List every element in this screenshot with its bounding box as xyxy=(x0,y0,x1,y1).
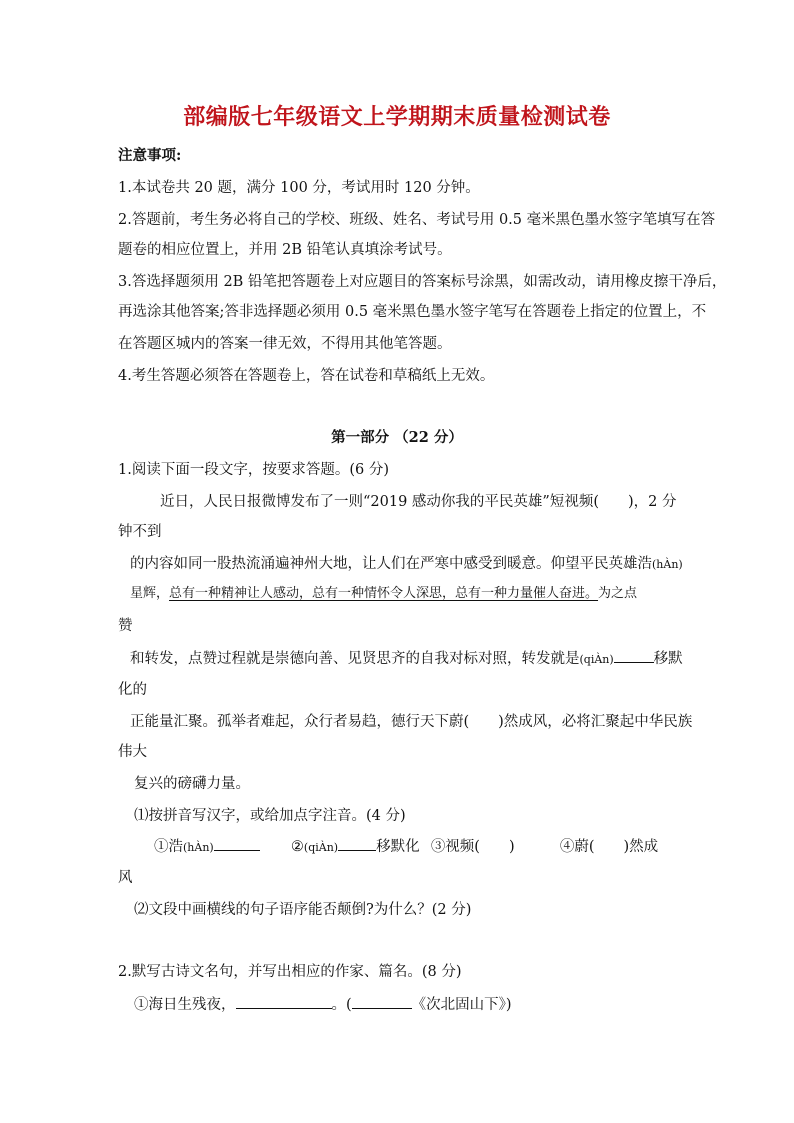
notice-item-2-cont: 题卷的相应位置上，并用 2B 铅笔认真填涂考试号。 xyxy=(118,242,452,258)
q2-item-text: ①海日生残夜， xyxy=(134,997,236,1013)
pinyin-han: (hÀn) xyxy=(652,558,683,571)
page-title: 部编版七年级语文上学期期末质量检测试卷 xyxy=(183,104,611,130)
q1-passage-line-1: 近日，人民日报微博发布了一则“2019 感动你我的平民英雄”短视频( )，2 分 xyxy=(160,494,677,510)
q1-passage-line-8: 正能量汇聚。孤举者难起，众行者易趋，德行天下蔚( )然成风，必将汇聚起中华民族 xyxy=(130,714,693,730)
q1-sub-2: ⑵文段中画横线的句子语序能否颠倒?为什么？(2 分) xyxy=(134,902,472,918)
q1-sub-1-items xyxy=(154,836,658,858)
answer-blank xyxy=(352,994,412,1009)
sub-item-c: ③视频( ) xyxy=(430,839,515,855)
q1-sub-1-tail: 风 xyxy=(118,870,133,886)
answer-blank xyxy=(614,648,654,663)
q1-passage-line-7: 化的 xyxy=(118,682,147,698)
q1-stem: 1.阅读下面一段文字，按要求答题。(6 分) xyxy=(118,462,389,478)
notice-item-3-cont2: 在答题区城内的答案一律无效，不得用其他笔答题。 xyxy=(118,336,452,352)
q1-passage-line-10: 复兴的磅礴力量。 xyxy=(134,776,250,792)
q1-passage-text: 移默 xyxy=(653,651,683,667)
q2-item-text: 。( xyxy=(331,997,352,1013)
q2-stem: 2.默写古诗文名句，并写出相应的作家、篇名。(8 分) xyxy=(118,964,462,980)
q1-passage-line-6 xyxy=(130,648,683,670)
q1-sub-1: ⑴按拼音写汉字，或给加点字注音。(4 分) xyxy=(134,808,406,824)
underlined-sentence: 总有一种精神让人感动，总有一种情怀令人深思，总有一种力量催人奋进。 xyxy=(169,586,599,601)
pinyin-han: (hÀn) xyxy=(183,841,214,854)
q1-passage-line-3 xyxy=(130,554,683,575)
notice-item-4: 4.考生答题必须答在答题卷上，答在试卷和草稿纸上无效。 xyxy=(118,368,495,384)
notice-item-3-cont: 再选涂其他答案;答非选择题必须用 0.5 毫米黑色墨水签字笔写在答题卷上指定的位置上，不 xyxy=(118,304,707,320)
pinyin-qian: (qiÀn) xyxy=(579,653,614,666)
sub-item-b: ② xyxy=(290,839,304,855)
answer-blank xyxy=(338,836,376,851)
part1-heading: 第一部分 （22 分） xyxy=(331,429,463,446)
sub-item-b-tail: 移默化 xyxy=(376,839,420,855)
answer-blank xyxy=(214,836,260,851)
q1-passage-text: 和转发，点赞过程就是崇德向善、见贤思齐的自我对标对照，转发就是 xyxy=(130,651,580,667)
q1-passage-text: 为之点 xyxy=(598,586,638,601)
q1-passage-line-5: 赞 xyxy=(118,618,133,634)
sub-item-a: ①浩 xyxy=(154,839,183,855)
q1-passage-line-2: 钟不到 xyxy=(118,524,162,540)
q1-passage-text: 的内容如同一股热流涌遍神州大地，让人们在严寒中感受到暖意。仰望平民英雄浩 xyxy=(130,556,652,572)
notice-item-2: 2.答题前，考生务必将自己的学校、班级、姓名、考试号用 0.5 毫米黑色墨水签字笔填写在答 xyxy=(118,212,716,228)
q1-passage-text: 星辉， xyxy=(130,586,170,601)
q1-passage-line-4 xyxy=(130,584,637,604)
pinyin-qian: (qiÀn) xyxy=(303,841,339,854)
q2-item-text: 《次北固山下》) xyxy=(411,997,512,1013)
notice-item-1: 1.本试卷共 20 题，满分 100 分，考试用时 120 分钟。 xyxy=(118,180,480,196)
answer-blank xyxy=(236,994,332,1009)
q1-passage-line-9: 伟大 xyxy=(118,744,147,760)
sub-item-d: ④蔚( )然成 xyxy=(559,839,659,855)
notice-item-3: 3.答选择题须用 2B 铅笔把答题卷上对应题目的答案标号涂黑，如需改动，请用橡皮擦干净后， xyxy=(118,274,727,290)
notice-heading: 注意事项: xyxy=(118,147,182,164)
q2-item-1 xyxy=(134,994,512,1015)
